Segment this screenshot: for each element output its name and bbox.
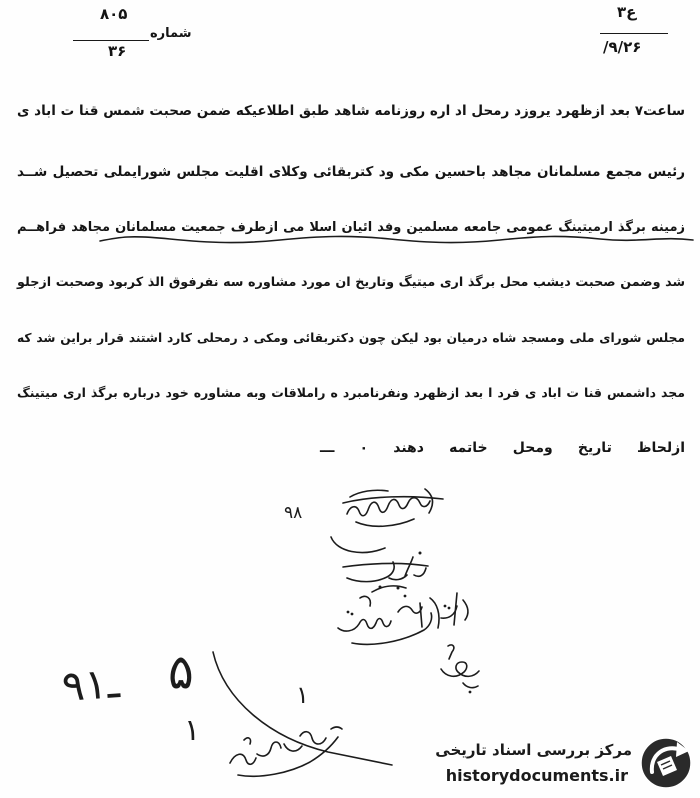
handwritten-note-small	[441, 645, 479, 693]
document-subnumber: ۳۶	[108, 42, 127, 60]
watermark-org-name: مرکز بررسی اسناد تاریخی	[435, 741, 632, 759]
document-date: /۹/۲۶	[603, 38, 642, 56]
reference-code: ۳ع	[617, 3, 637, 21]
crossed-out-handwriting	[343, 552, 428, 590]
watermark-website: historydocuments.ir	[445, 766, 628, 785]
handwritten-register-number: ۹۱ـ	[60, 658, 122, 711]
body-line-7: ازلحاظ تاریخ ومحل خاتمه دهند ۰ ـــ	[320, 440, 685, 456]
handwritten-page-number: ۹۸	[284, 503, 303, 523]
header-right-rule	[600, 33, 668, 34]
handwritten-register-digit: ۵	[168, 644, 194, 700]
number-label: شماره	[150, 26, 192, 41]
body-line-6: مجد داشمس قنا ت اباد ی فرد ا بعد ازظهرد ونفرنامبرد ه راملاقات وبه مشاوره خود درباره برگذ اری میتینگ	[17, 385, 685, 400]
body-line-4: شد وضمن صحبت دیشب محل برگذ اری میتیگ وتاریخ ان مورد مشاوره سه نفرفوق الذ کربود وصحبت ازجلو	[17, 275, 685, 290]
handwritten-curve	[331, 537, 385, 552]
handwritten-signature	[338, 586, 468, 644]
watermark-logo	[410, 732, 695, 794]
body-line-2: رئیس مجمع مسلمانان مجاهد باحسین مکی ود کتربقائی وکلای اقلیت مجلس شورایملی تحصیل شــد	[17, 164, 685, 180]
archive-logo-icon	[639, 736, 693, 790]
body-line-1: ساعت۷ بعد ازظهرد یروزد رمحل اد اره روزنامه شاهد طبق اطلاعیکه ضمن صحبت شمس قنا ت اباد ی	[17, 103, 685, 119]
handwritten-mark-one: ۱	[184, 713, 201, 748]
handwritten-mark-one: ۱	[296, 681, 309, 709]
body-line-3: زمینه برگذ ارمیتینگ عمومی جامعه مسلمین وفد ائیان اسلا می ازطرف جمعیت مسلمانان مجاهد فراهــم	[17, 220, 685, 235]
document-number: ۸۰۵	[100, 5, 128, 23]
crossed-signature-top	[343, 489, 443, 526]
header-left-rule	[73, 40, 149, 41]
handwritten-bottom-note	[230, 727, 342, 776]
body-line-5: مجلس شورای ملی ومسجد شاه درمیان بود لیکن چون دکتربقائی ومکی د رمحلی کارد اشتند قرار براین شد که	[17, 331, 685, 345]
